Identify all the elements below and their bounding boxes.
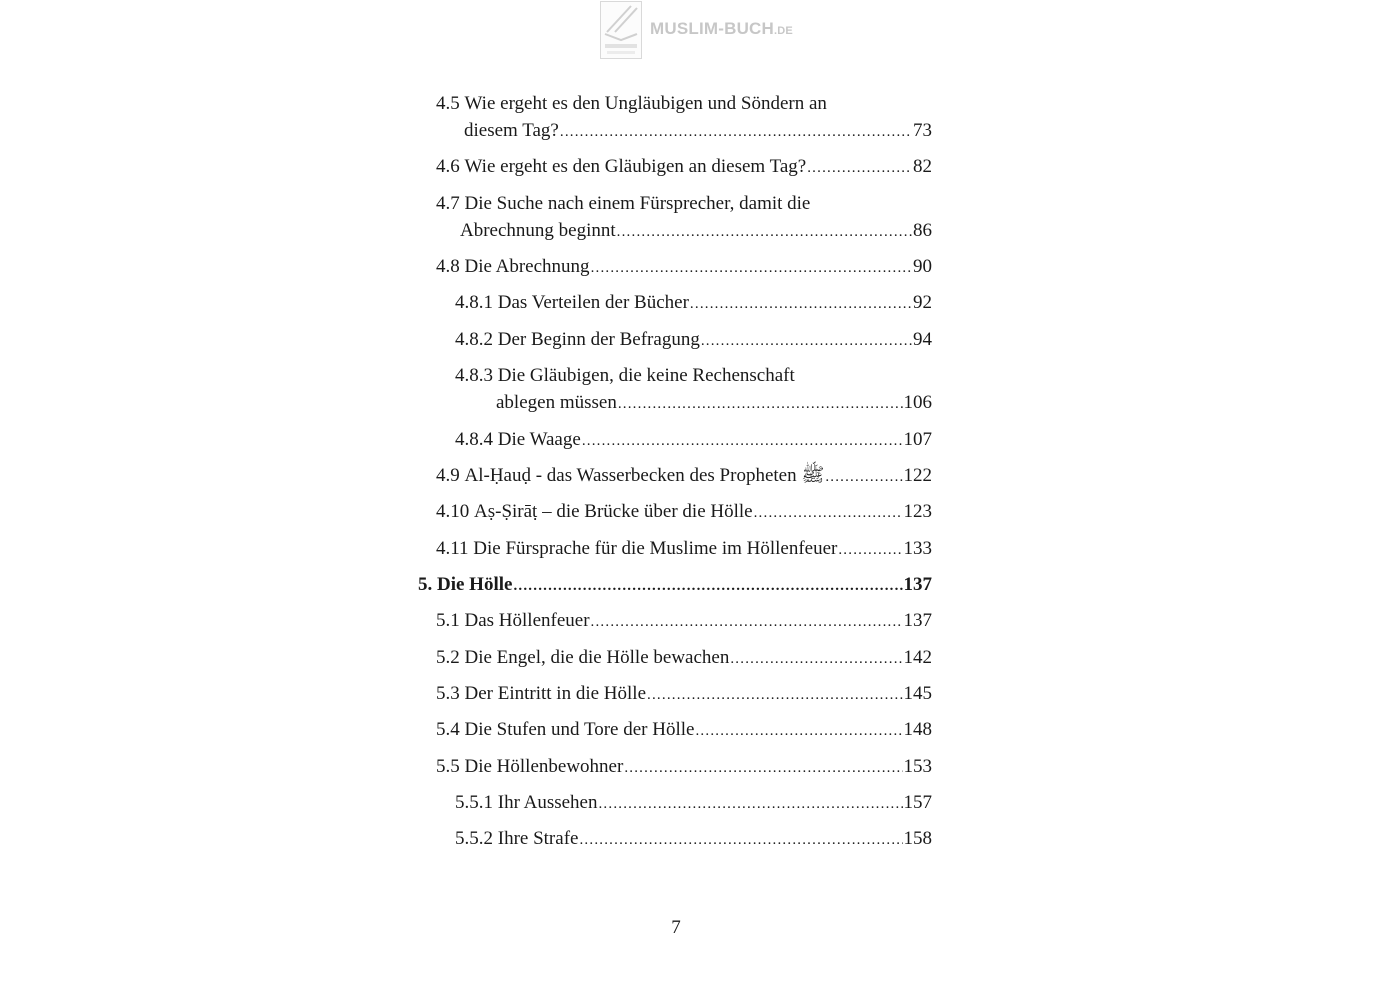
toc-page: 107 [903, 429, 932, 450]
toc-entry[interactable] [418, 362, 932, 418]
toc-entry[interactable] [418, 190, 932, 246]
toc-number: 5.5 [436, 756, 460, 777]
toc-entry[interactable] [418, 498, 932, 527]
leader-dots [513, 573, 902, 600]
toc-number: 5.4 [436, 719, 460, 740]
leader-dots [617, 219, 912, 246]
toc-entry[interactable] [418, 535, 932, 564]
toc-number: 5.2 [436, 647, 460, 668]
leader-dots [690, 291, 912, 318]
book-logo-icon [600, 1, 642, 59]
toc-title-cont: diesem Tag? [464, 120, 559, 141]
toc-page: 86 [913, 220, 932, 241]
toc-page: 158 [903, 828, 932, 849]
toc-page: 148 [903, 719, 932, 740]
toc-number: 4.8.1 [455, 292, 493, 313]
toc-entry[interactable] [418, 716, 932, 745]
toc-entry[interactable] [418, 289, 932, 318]
toc-entry[interactable] [418, 825, 932, 854]
toc-number: 4.6 [436, 156, 460, 177]
toc-entry[interactable] [418, 253, 932, 282]
toc-entry[interactable] [418, 462, 932, 491]
toc-entry[interactable] [418, 90, 932, 146]
toc-entry[interactable] [418, 753, 932, 782]
leader-dots [582, 428, 903, 455]
toc-title: Die Hölle [437, 574, 513, 595]
toc-title: Die Höllenbewohner [464, 756, 624, 777]
leader-dots [618, 391, 903, 418]
leader-dots [754, 500, 903, 527]
watermark-brand [650, 19, 793, 39]
toc-entry[interactable] [418, 153, 932, 182]
toc-title: Der Eintritt in die Hölle [464, 683, 647, 704]
toc-page: 94 [913, 329, 932, 350]
toc-title: Wie ergeht es den Gläubigen an diesem Tag? [464, 156, 807, 177]
leader-dots [591, 255, 912, 282]
toc-title: Aṣ-Ṣirāṭ – die Brücke über die Hölle [474, 501, 753, 522]
leader-dots [825, 464, 902, 491]
toc-number: 4.11 [436, 538, 469, 559]
toc-page: 82 [913, 156, 932, 177]
toc-page: 137 [903, 610, 932, 631]
leader-dots [591, 609, 903, 636]
leader-dots [598, 791, 902, 818]
leader-dots [579, 827, 902, 854]
toc-title: Die Abrechnung [464, 256, 590, 277]
toc-title: Die Stufen und Tore der Hölle [464, 719, 695, 740]
toc-number: 5.5.1 [455, 792, 493, 813]
toc-title: Der Beginn der Befragung [497, 329, 700, 350]
leader-dots [807, 155, 912, 182]
toc-title: Die Waage [497, 429, 581, 450]
toc-title: Das Höllenfeuer [464, 610, 590, 631]
toc-number: 4.8.4 [455, 429, 493, 450]
toc-number: 5.5.2 [455, 828, 493, 849]
toc-entry[interactable] [418, 680, 932, 709]
toc-page: 157 [903, 792, 932, 813]
toc-title-cont: ablegen müssen [496, 392, 617, 413]
page-number: 7 [671, 917, 681, 938]
toc-page: 145 [903, 683, 932, 704]
toc-title: Ihr Aussehen [497, 792, 598, 813]
toc-number: 5.3 [436, 683, 460, 704]
toc-entry[interactable] [418, 426, 932, 455]
brand-tld: .DE [774, 25, 793, 37]
toc-title: Das Verteilen der Bücher [497, 292, 689, 313]
toc-title-cont: Abrechnung beginnt [460, 220, 616, 241]
toc-number: 4.10 [436, 501, 470, 522]
toc-page: 142 [903, 647, 932, 668]
toc-entry[interactable] [418, 644, 932, 673]
toc-title: Die Gläubigen, die keine Rechenschaft [497, 365, 795, 386]
leader-dots [647, 682, 902, 709]
toc-page: 153 [903, 756, 932, 777]
toc-title: Al-Ḥauḍ - das Wasserbecken des Propheten ﷺ [464, 465, 825, 486]
toc-page: 90 [913, 256, 932, 277]
leader-dots [560, 119, 912, 146]
toc-title: Die Fürsprache für die Muslime im Höllenfeuer [473, 538, 838, 559]
toc-title: Ihre Strafe [497, 828, 579, 849]
toc-page: 73 [913, 120, 932, 141]
toc-entry[interactable] [418, 789, 932, 818]
toc-number: 4.5 [436, 93, 460, 114]
leader-dots [624, 755, 902, 782]
toc-title: Wie ergeht es den Ungläubigen und Söndern an [464, 93, 827, 114]
toc-number: 4.8.3 [455, 365, 493, 386]
toc-title: Die Engel, die die Hölle bewachen [464, 647, 730, 668]
toc-page: 137 [903, 574, 932, 595]
toc-number: 4.8 [436, 256, 460, 277]
toc-page: 133 [903, 538, 932, 559]
toc-chapter-entry[interactable] [418, 571, 932, 600]
toc-number: 5. [418, 574, 433, 595]
leader-dots [730, 646, 902, 673]
toc-number: 4.8.2 [455, 329, 493, 350]
toc-entry[interactable] [418, 326, 932, 355]
leader-dots [838, 537, 902, 564]
leader-dots [701, 328, 912, 355]
leader-dots [695, 718, 902, 745]
toc-page: 106 [903, 392, 932, 413]
watermark [600, 0, 800, 60]
toc-page: 122 [903, 465, 932, 486]
toc-number: 4.7 [436, 193, 460, 214]
toc-entry[interactable] [418, 607, 932, 636]
toc-number: 5.1 [436, 610, 460, 631]
brand-name: MUSLIM-BUCH [650, 19, 775, 38]
toc-title: Die Suche nach einem Fürsprecher, damit die [464, 193, 811, 214]
toc-number: 4.9 [436, 465, 460, 486]
toc-page: 92 [913, 292, 932, 313]
toc-page: 123 [903, 501, 932, 522]
